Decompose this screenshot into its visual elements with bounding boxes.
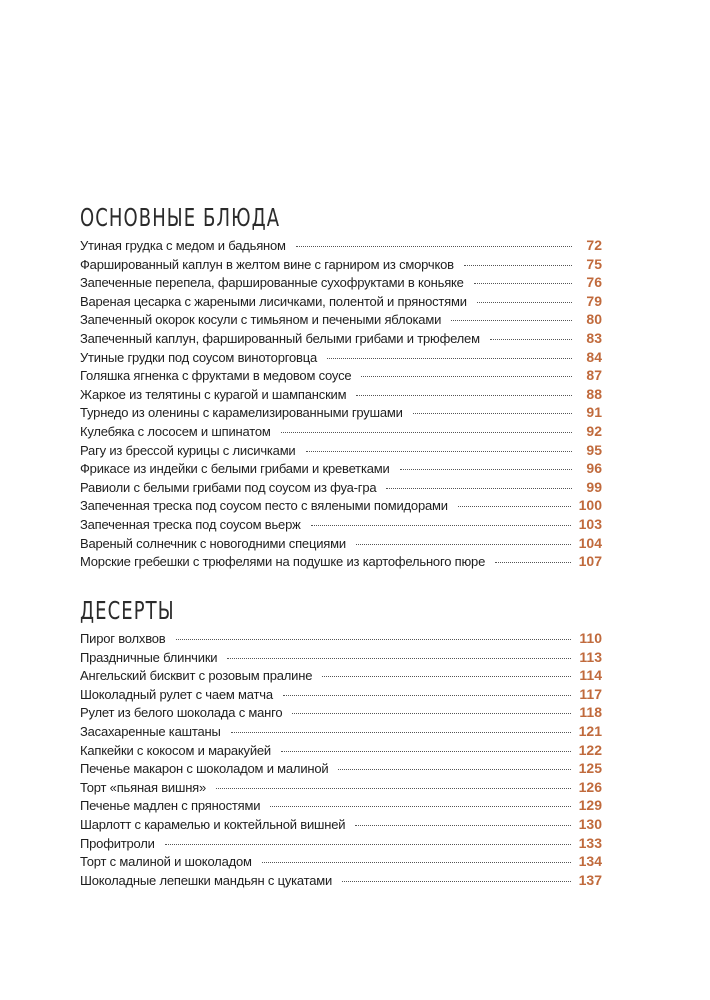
toc-entry-title: Праздничные блинчики	[80, 649, 218, 665]
toc-entry-title: Рулет из белого шоколада с манго	[80, 705, 283, 721]
toc-entry[interactable]	[80, 722, 602, 741]
toc-entry-title: Капкейки с кокосом и маракуйей	[80, 742, 271, 758]
toc-entry-page-number: 72	[586, 237, 602, 253]
toc-entry[interactable]	[80, 255, 602, 274]
toc-entry[interactable]	[80, 385, 602, 404]
dot-leader	[176, 639, 572, 640]
toc-entry-title: Печенье макарон с шоколадом и малиной	[80, 761, 329, 777]
dot-leader	[474, 283, 572, 284]
toc-entry-title: Торт «пьяная вишня»	[80, 779, 207, 795]
toc-entry-title: Фрикасе из индейки с белыми грибами и креветками	[80, 461, 390, 477]
toc-entry-title: Запеченные перепела, фаршированные сухофруктами в коньяке	[80, 275, 464, 291]
toc-entry-title: Засахаренные каштаны	[80, 723, 221, 739]
toc-entry-page-number: 134	[578, 853, 602, 870]
toc-entry-page-number: 79	[586, 292, 602, 309]
dot-leader	[281, 751, 571, 752]
dot-leader	[283, 695, 572, 696]
toc-entry[interactable]	[80, 685, 602, 704]
dot-leader	[216, 788, 571, 789]
toc-entry[interactable]	[80, 273, 602, 292]
toc-entry-title: Вареная цесарка с жареными лисичками, полентой и пряностями	[80, 293, 467, 309]
toc-entry-title: Запеченный каплун, фаршированный белыми грибами и трюфелем	[80, 330, 480, 346]
toc-entry-title: Запеченный окорок косули с тимьяном и печеными яблоками	[80, 312, 442, 328]
toc-entry-page-number: 117	[579, 685, 602, 702]
dot-leader	[292, 713, 571, 714]
toc-entry-title: Морские гребешки с трюфелями на подушке из картофельного пюре	[80, 554, 486, 570]
dot-leader	[356, 395, 572, 396]
toc-entry-title: Запеченная треска под соусом песто с вялеными помидорами	[80, 498, 448, 514]
toc-entry[interactable]	[80, 703, 602, 722]
toc-entry-title: Фаршированный каплун в желтом вине с гарниром из сморчков	[80, 256, 454, 272]
toc-entry-page-number: 137	[578, 871, 602, 888]
toc-entry[interactable]	[80, 815, 602, 834]
dot-leader	[355, 825, 570, 826]
toc-entry-page-number: 96	[586, 460, 602, 477]
dot-leader	[464, 265, 572, 266]
dot-leader	[361, 376, 572, 377]
toc-entry[interactable]	[80, 496, 602, 515]
toc-entry[interactable]	[80, 236, 602, 255]
toc-entry[interactable]	[80, 348, 602, 367]
toc-entry-page-number: 110	[579, 630, 602, 646]
dot-leader	[227, 658, 571, 659]
toc-entry-title: Торт с малиной и шоколадом	[80, 854, 252, 870]
dot-leader	[495, 562, 571, 563]
toc-entry-title: Шарлотт с карамелью и коктейльной вишней	[80, 816, 346, 832]
dot-leader	[165, 844, 571, 845]
toc-entry[interactable]	[80, 478, 602, 497]
toc-entry-page-number: 107	[578, 553, 602, 570]
toc-entry[interactable]	[80, 834, 602, 853]
toc-entry[interactable]	[80, 666, 602, 685]
toc-entry[interactable]	[80, 759, 602, 778]
section-main-dishes	[80, 200, 602, 571]
toc-entry-title: Рагу из брессой курицы с лисичками	[80, 442, 296, 458]
dot-leader	[386, 488, 572, 489]
toc-entry[interactable]	[80, 552, 602, 571]
section-desserts	[80, 593, 602, 889]
toc-entry-page-number: 95	[586, 441, 602, 458]
section-title: ДЕСЕРТЫ	[80, 596, 175, 625]
toc-entry-page-number: 130	[578, 815, 602, 832]
toc-entry[interactable]	[80, 648, 602, 667]
toc-entry-page-number: 88	[586, 385, 602, 402]
dot-leader	[458, 506, 571, 507]
toc-entry-page-number: 103	[578, 515, 602, 532]
toc-entry[interactable]	[80, 422, 602, 441]
dot-leader	[451, 320, 572, 321]
toc-entry-page-number: 118	[579, 704, 602, 721]
toc-list-desserts	[80, 629, 602, 889]
dot-leader	[356, 544, 571, 545]
toc-entry[interactable]	[80, 292, 602, 311]
dot-leader	[327, 358, 572, 359]
toc-entry-page-number: 133	[578, 834, 602, 851]
toc-entry-page-number: 104	[578, 534, 602, 551]
dot-leader	[342, 881, 571, 882]
dot-leader	[231, 732, 571, 733]
toc-entry[interactable]	[80, 871, 602, 890]
toc-entry[interactable]	[80, 852, 602, 871]
dot-leader	[477, 302, 572, 303]
toc-entry[interactable]	[80, 329, 602, 348]
dot-leader	[322, 676, 571, 677]
toc-entry-page-number: 84	[586, 348, 602, 365]
toc-entry[interactable]	[80, 778, 602, 797]
toc-entry[interactable]	[80, 310, 602, 329]
toc-entry-title: Голяшка ягненка с фруктами в медовом соусе	[80, 368, 352, 384]
toc-entry-title: Жаркое из телятины с курагой и шампанским	[80, 386, 347, 402]
dot-leader	[270, 806, 570, 807]
toc-entry-page-number: 83	[586, 329, 602, 346]
toc-entry-page-number: 76	[586, 274, 602, 291]
dot-leader	[400, 469, 572, 470]
toc-entry[interactable]	[80, 741, 602, 760]
toc-entry-title: Равиоли с белыми грибами под соусом из фуа-гра	[80, 479, 377, 495]
toc-entry-title: Утиная грудка с медом и бадьяном	[80, 238, 286, 253]
toc-entry-page-number: 126	[578, 778, 602, 795]
toc-entry-page-number: 122	[578, 741, 602, 758]
toc-entry-page-number: 75	[586, 255, 602, 272]
toc-entry-page-number: 92	[586, 422, 602, 439]
dot-leader	[413, 413, 572, 414]
toc-entry-page-number: 80	[586, 311, 602, 328]
toc-entry-title: Пирог волхвов	[80, 631, 166, 646]
toc-entry-page-number: 100	[578, 497, 602, 514]
toc-entry[interactable]	[80, 366, 602, 385]
toc-entry-title: Шоколадные лепешки мандьян с цукатами	[80, 872, 333, 888]
toc-entry-title: Утиные грудки под соусом виноторговца	[80, 349, 317, 365]
toc-entry[interactable]	[80, 534, 602, 553]
toc-entry-page-number: 87	[586, 367, 602, 384]
toc-entry-page-number: 125	[578, 760, 602, 777]
toc-entry-title: Профитроли	[80, 835, 155, 851]
dot-leader	[281, 432, 572, 433]
toc-entry-page-number: 91	[586, 404, 602, 421]
toc-entry[interactable]	[80, 629, 602, 648]
toc-entry-page-number: 121	[578, 722, 602, 739]
dot-leader	[338, 769, 570, 770]
toc-entry-title: Шоколадный рулет с чаем матча	[80, 686, 273, 702]
toc-entry[interactable]	[80, 441, 602, 460]
toc-entry[interactable]	[80, 459, 602, 478]
toc-entry-title: Турнедо из оленины с карамелизированными грушами	[80, 405, 403, 421]
toc-entry-page-number: 99	[586, 478, 602, 495]
toc-entry[interactable]	[80, 796, 602, 815]
toc-entry[interactable]	[80, 515, 602, 534]
toc-entry-title: Вареный солнечник с новогодними специями	[80, 535, 346, 551]
section-title: ОСНОВНЫЕ БЛЮДА	[80, 203, 281, 232]
toc-entry-page-number: 129	[578, 797, 602, 814]
toc-entry-page-number: 113	[579, 648, 602, 665]
dot-leader	[296, 246, 572, 247]
toc-entry-title: Ангельский бисквит с розовым пралине	[80, 668, 313, 684]
dot-leader	[262, 862, 571, 863]
dot-leader	[490, 339, 572, 340]
toc-entry-title: Кулебяка с лососем и шпинатом	[80, 423, 271, 439]
toc-entry-title: Запеченная треска под соусом вьерж	[80, 516, 301, 532]
dot-leader	[311, 525, 571, 526]
toc-entry-title: Печенье мадлен с пряностями	[80, 798, 261, 814]
dot-leader	[306, 451, 573, 452]
toc-list-main-dishes	[80, 236, 602, 571]
toc-entry-page-number: 114	[579, 667, 602, 684]
toc-entry[interactable]	[80, 403, 602, 422]
